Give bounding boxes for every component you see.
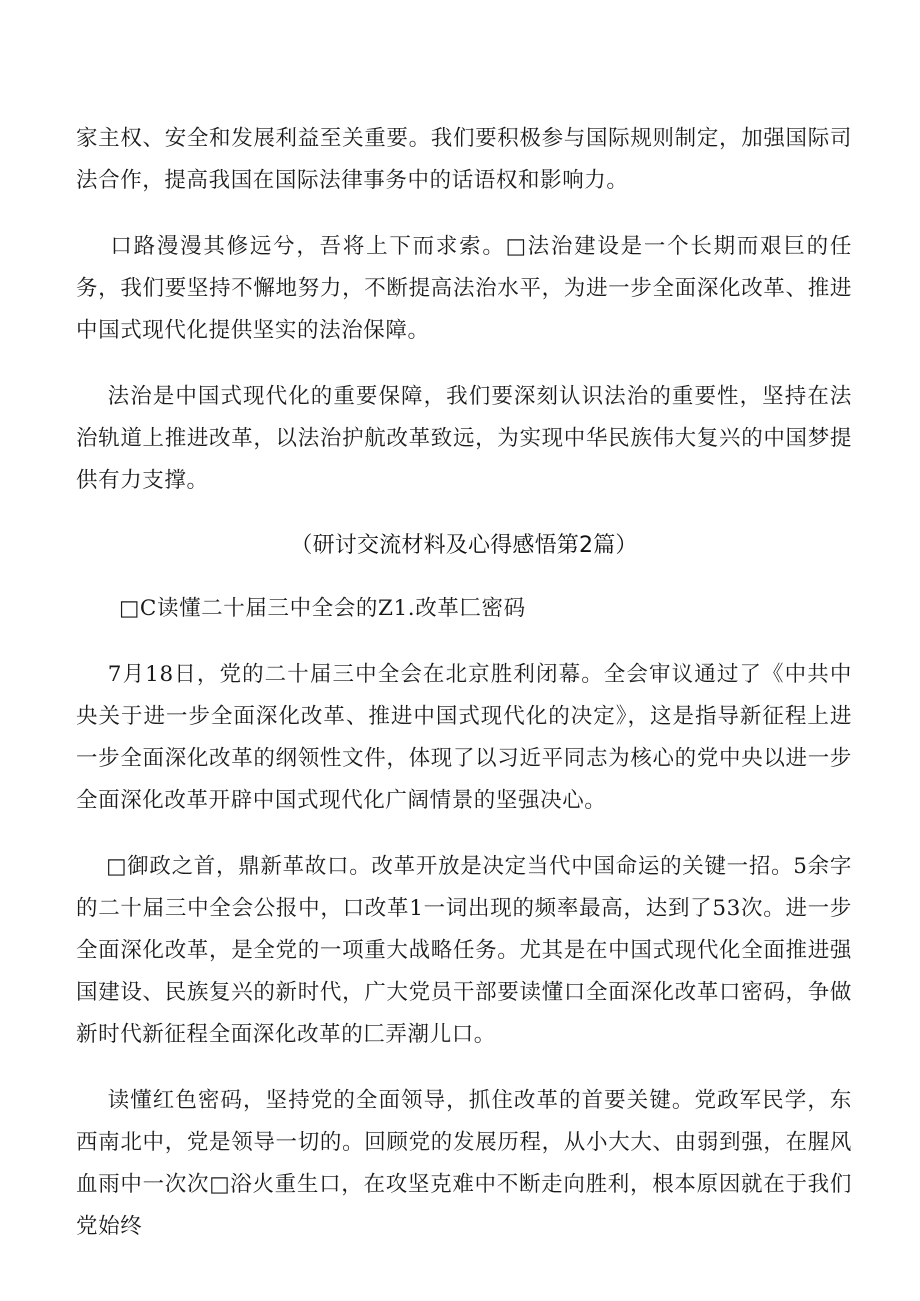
document-body	[76, 118, 852, 1272]
paragraph-plenum-closing: 7月18日，党的二十届三中全会在北京胜利闭幕。全会审议通过了《中共中央关于进一步全面深化改革、推进中国式现代化的决定》，这是指导新征程上进一步全面深化改革的纲领性文件，体现了以习近平同志为核心的党中央以进一步全面深化改革开辟中国式现代化广阔情景的坚强决心。	[76, 662, 852, 813]
section-heading: （研讨交流材料及心得感悟第2篇）	[290, 533, 638, 558]
paragraph-long-road: 口路漫漫其修远兮，吾将上下而求索。□法治建设是一个长期而艰巨的任务，我们要坚持不懈地努力，不断提高法治水平，为进一步全面深化改革、推进中国式现代化提供坚实的法治保障。	[76, 234, 852, 343]
paragraph-red-code: 读懂红色密码，坚持党的全面领导，抓住改革的首要关键。党政军民学，东西南北中，党是领导一切的。回顾党的发展历程，从小大大、由弱到强，在腥风血雨中一次次□浴火重生口，在攻坚克难中不断走向胜利，根本原因就在于我们党始终	[76, 1088, 852, 1239]
article-subheading: □C读懂二十届三中全会的Z1.改革匚密码	[119, 596, 526, 621]
paragraph-sovereignty: 家主权、安全和发展利益至关重要。我们要积极参与国际规则制定，加强国际司法合作，提高我国在国际法律事务中的话语权和影响力。	[76, 126, 852, 193]
paragraph-rule-of-law: 法治是中国式现代化的重要保障，我们要深刻认识法治的重要性，坚持在法治轨道上推进改革，以法治护航改革致远，为实现中华民族伟大复兴的中国梦提供有力支撑。	[76, 384, 852, 493]
paragraph-reform-key: □御政之首，鼎新革故口。改革开放是决定当代中国命运的关键一招。5余字的二十届三中全会公报中，口改革1一词出现的频率最高，达到了53次。进一步全面深化改革，是全党的一项重大战略任务。尤其是在中国式现代化全面推进强国建设、民族复兴的新时代，广大党员干部要读懂口全面深化改革口密码，争做新时代新征程全面深化改革的匚弄潮儿口。	[76, 854, 852, 1047]
